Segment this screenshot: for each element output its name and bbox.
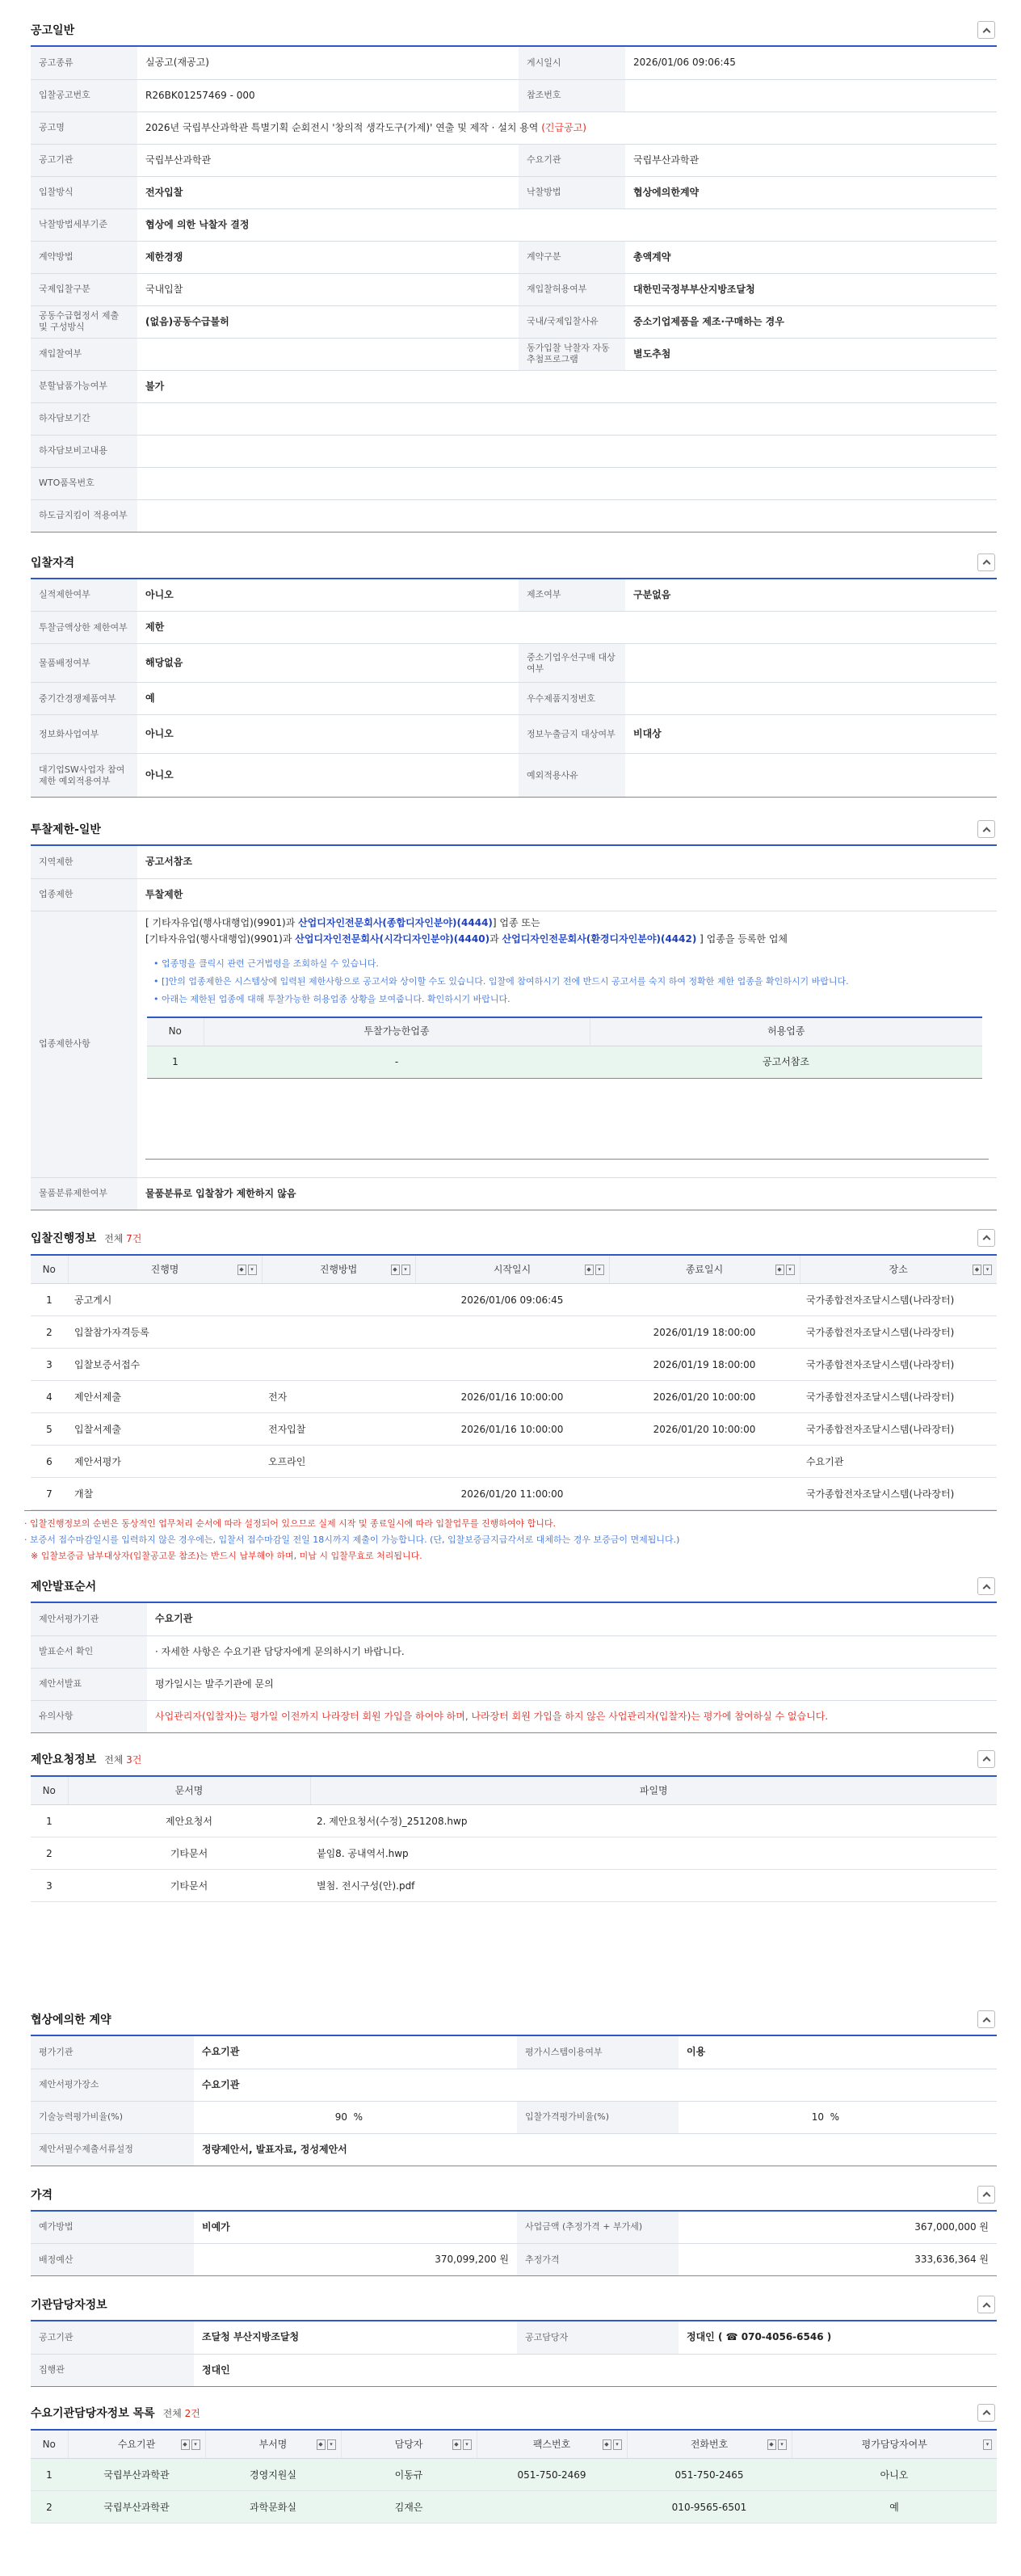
value: 조달청 부산지방조달청 xyxy=(194,2321,517,2354)
notice-name-value xyxy=(137,112,997,144)
value: 협상에의한계약 xyxy=(625,176,997,208)
table-row: 1 공고게시 2026/01/06 09:06:45 국가종합전자조달시스템(나라장터) xyxy=(31,1284,997,1316)
section-title: 제안요청정보 전체 3건 xyxy=(31,1753,142,1766)
note: ※ 입찰보증금 납부대상자(입찰공고문 참조)는 반드시 납부해야 하며, 미납 시 입찰무효로 처리됩니다. xyxy=(31,1551,422,1561)
section-bid-qualification xyxy=(31,547,997,798)
note: · 보증서 접수마감일시를 입력하지 않은 경우에는, 입찰서 접수마감일 전일 18시까지 제출이 가능합니다. (단, 입찰보증금지급각서로 대체하는 경우 보증금이 면제됩니다.) xyxy=(24,1534,680,1545)
label: 투찰금액상한 제한여부 xyxy=(31,612,137,644)
label: 재입찰허용여부 xyxy=(519,273,625,305)
value: 국립부산과학관 xyxy=(137,144,519,176)
total-count: 전체 3건 xyxy=(104,1753,142,1766)
agency-contact-table xyxy=(31,2321,997,2387)
label: 입찰공고번호 xyxy=(31,79,137,112)
value: 아니오 xyxy=(137,715,519,754)
label: 재입찰여부 xyxy=(31,338,137,370)
table-row: 5 입찰서제출 전자입찰 2026/01/16 10:00:00 2026/01/20 10:00:00 국가종합전자조달시스템(나라장터) xyxy=(31,1413,997,1446)
sort-filter-icon[interactable]: ◆ ▾ xyxy=(775,1265,795,1275)
sort-filter-icon[interactable]: ◆ ▾ xyxy=(603,2439,622,2450)
column-header: No xyxy=(147,1017,204,1046)
allowed-industry-table xyxy=(147,1017,982,1080)
value: 협상에 의한 낙찰자 결정 xyxy=(137,208,997,241)
value: 정대인 xyxy=(194,2354,997,2386)
table-row: 2 입찰참가자격등록 2026/01/19 18:00:00 국가종합전자조달시스템(나라장터) xyxy=(31,1316,997,1349)
table-row[interactable]: 2 국립부산과학관 과학문화실 김재은 010-9565-6501 예 xyxy=(31,2491,997,2523)
value xyxy=(137,499,997,532)
label: 제안서발표 xyxy=(31,1668,147,1700)
sort-filter-icon[interactable]: ◆ ▾ xyxy=(973,1265,992,1275)
section-notice-general xyxy=(31,15,997,532)
label: 정보화사업여부 xyxy=(31,715,137,754)
value: 이용 xyxy=(679,2036,997,2069)
value: 수요기관 xyxy=(194,2069,997,2101)
value: 367,000,000 원 xyxy=(679,2212,997,2244)
value: 물품분류로 입찰참가 제한하지 않음 xyxy=(137,1177,997,1210)
section-title: 입찰진행정보 전체 7건 xyxy=(31,1231,142,1245)
sort-filter-icon[interactable]: ◆ ▾ xyxy=(585,1265,604,1275)
notice-general-table xyxy=(31,47,997,532)
column-header[interactable]: 팩스번호 ◆ ▾ xyxy=(477,2430,627,2459)
value: 제한 xyxy=(137,612,997,644)
value: · 자세한 사항은 수요기관 담당자에게 문의하시기 바랍니다. xyxy=(147,1635,997,1668)
column-header: 파일명 xyxy=(310,1776,997,1805)
progress-table xyxy=(31,1254,997,1511)
value: 구분없음 xyxy=(625,579,997,612)
label: 제안서평가장소 xyxy=(31,2069,194,2101)
note: • 아래는 제한된 업종에 대해 투찰가능한 허용업종 상황을 보여줍니다. 확인하시기 바랍니다. xyxy=(153,993,510,1004)
value: 투찰제한 xyxy=(137,878,997,911)
table-row: 3 입찰보증서접수 2026/01/19 18:00:00 국가종합전자조달시스템(나라장터) xyxy=(31,1349,997,1381)
label: 국제입찰구분 xyxy=(31,273,137,305)
label: 예가방법 xyxy=(31,2212,194,2244)
label: 하도급지킴이 적용여부 xyxy=(31,499,137,532)
label: 공고담당자 xyxy=(517,2321,679,2354)
value xyxy=(625,644,997,683)
label: 중소기업우선구매 대상여부 xyxy=(519,644,625,683)
label: 공고기관 xyxy=(31,144,137,176)
section-header xyxy=(31,2004,997,2036)
collapse-toggle-icon[interactable] xyxy=(977,2296,995,2313)
value xyxy=(137,338,519,370)
value: (없음)공동수급불허 xyxy=(137,305,519,338)
section-title: 제안발표순서 xyxy=(31,1581,97,1593)
label: 정보누출금지 대상여부 xyxy=(519,715,625,754)
value: 국립부산과학관 xyxy=(625,144,997,176)
label: 참조번호 xyxy=(519,79,625,112)
value: 별도추첨 xyxy=(625,338,997,370)
column-header: 허용업종 xyxy=(590,1017,982,1046)
section-title: 입찰자격 xyxy=(31,556,75,570)
total-count: 전체 7건 xyxy=(104,1232,142,1244)
section-header xyxy=(31,547,997,579)
column-header: 투찰가능한업종 xyxy=(204,1017,590,1046)
section-agency-contact xyxy=(31,2289,997,2387)
note: • 업종명을 클릭시 관련 근거법령을 조회하실 수 있습니다. xyxy=(153,958,379,969)
value: 평가일시는 발주기관에 문의 xyxy=(147,1668,997,1700)
value xyxy=(625,79,997,112)
collapse-toggle-icon[interactable] xyxy=(977,21,995,39)
value: 정대인 ( ☎ 070-4056-6546 ) xyxy=(679,2321,997,2354)
sort-filter-icon[interactable]: ◆ ▾ xyxy=(181,2439,200,2450)
label: 공고종류 xyxy=(31,47,137,79)
note: • []안의 업종제한은 시스템상에 입력된 제한사항으로 공고서와 상이할 수도 있습니다. 입찰에 참여하시기 전에 반드시 공고서를 숙지 하여 정확한 제한 업종을 확인하시기 바랍니다. xyxy=(153,975,849,987)
table-cell: 공고서참조 xyxy=(590,1046,982,1079)
label: 평가시스템이용여부 xyxy=(517,2036,679,2069)
label: 발표순서 확인 xyxy=(31,1635,147,1668)
price-table xyxy=(31,2212,997,2277)
label: 낙찰방법 xyxy=(519,176,625,208)
table-row: 7 개찰 2026/01/20 11:00:00 국가종합전자조달시스템(나라장터) xyxy=(31,1478,997,1510)
section-header xyxy=(31,814,997,846)
collapse-toggle-icon[interactable] xyxy=(977,2186,995,2203)
label: 예외적용사유 xyxy=(519,754,625,798)
section-presentation-order xyxy=(31,1571,997,1733)
label: 사업금액 (추정가격 + 부가세) xyxy=(517,2212,679,2244)
column-header[interactable]: 부서명 ◆ ▾ xyxy=(205,2430,341,2459)
value: 국내입찰 xyxy=(137,273,519,305)
restriction-table xyxy=(31,846,997,1210)
label: 계약방법 xyxy=(31,241,137,273)
label: 업종제한 xyxy=(31,878,137,911)
value: 전자입찰 xyxy=(137,176,519,208)
table-cell: 1 xyxy=(147,1046,204,1079)
label: 평가기관 xyxy=(31,2036,194,2069)
section-bid-progress xyxy=(24,1222,997,1572)
value: 비대상 xyxy=(625,715,997,754)
value: 대한민국정부부산지방조달청 xyxy=(625,273,997,305)
proposal-docs-table xyxy=(31,1775,997,1903)
section-header xyxy=(31,2397,997,2429)
value: 10 % xyxy=(679,2101,997,2133)
collapse-toggle-icon[interactable] xyxy=(977,554,995,571)
value: 333,636,364 원 xyxy=(679,2244,997,2276)
collapse-toggle-icon[interactable] xyxy=(977,2404,995,2422)
value xyxy=(137,467,997,499)
section-header xyxy=(31,1571,997,1603)
label: 공고기관 xyxy=(31,2321,194,2354)
table-row: 4 제안서제출 전자 2026/01/16 10:00:00 2026/01/20 10:00:00 국가종합전자조달시스템(나라장터) xyxy=(31,1381,997,1413)
value: 2026/01/06 09:06:45 xyxy=(625,47,997,79)
label: 집행관 xyxy=(31,2354,194,2386)
section-header xyxy=(31,2289,997,2321)
label: 공고명 xyxy=(31,112,137,144)
column-header: No xyxy=(31,1776,68,1805)
notice-name: 2026년 국립부산과학관 특별기획 순회전시 '창의적 생각도구(가제)' 연출 및 제작 · 설치 용역 xyxy=(145,121,539,133)
section-title: 공고일반 xyxy=(31,24,75,37)
column-header: No xyxy=(31,1255,68,1284)
label: 분할납품가능여부 xyxy=(31,370,137,402)
file-link[interactable]: 별첨. 전시구성(안).pdf xyxy=(310,1870,997,1902)
section-proposal-docs xyxy=(31,1743,997,1903)
label: 하자담보기간 xyxy=(31,402,137,435)
column-header: 문서명 xyxy=(68,1776,310,1805)
value: 총액계약 xyxy=(625,241,997,273)
value xyxy=(137,402,997,435)
total-count: 전체 2건 xyxy=(162,2407,200,2419)
value: 실공고(재공고) xyxy=(137,47,519,79)
file-link[interactable]: 붙임8. 공내역서.hwp xyxy=(310,1837,997,1870)
column-header[interactable]: 시작일시 ◆ ▾ xyxy=(415,1255,609,1284)
value: 불가 xyxy=(137,370,997,402)
section-bid-restriction xyxy=(31,814,997,1210)
table-row: 1 제안요청서 2. 제안요청서(수정)_251208.hwp xyxy=(31,1805,997,1837)
column-header[interactable]: 장소 ◆ ▾ xyxy=(800,1255,997,1284)
label: 물품배정여부 xyxy=(31,644,137,683)
table-row: 2 기타문서 붙임8. 공내역서.hwp xyxy=(31,1837,997,1870)
file-link[interactable]: 2. 제안요청서(수정)_251208.hwp xyxy=(310,1805,997,1837)
section-title: 협상에의한 계약 xyxy=(31,2014,111,2027)
label: 제조여부 xyxy=(519,579,625,612)
label: 제안서필수제출서류설정 xyxy=(31,2133,194,2166)
label: 유의사항 xyxy=(31,1700,147,1732)
section-negotiation-contract xyxy=(31,2004,997,2166)
negotiation-table xyxy=(31,2036,997,2166)
section-header xyxy=(31,1222,997,1254)
value: 아니오 xyxy=(137,754,519,798)
section-title: 기관담당자정보 xyxy=(31,2299,107,2312)
label: 게시일시 xyxy=(519,47,625,79)
label: 입찰가격평가비율(%) xyxy=(517,2101,679,2133)
column-header[interactable]: 전화번호 ◆ ▾ xyxy=(627,2430,792,2459)
label: 기술능력평가비율(%) xyxy=(31,2101,194,2133)
label: 수요기관 xyxy=(519,144,625,176)
value: 중소기업제품을 제조·구매하는 경우 xyxy=(625,305,997,338)
label: 실적제한여부 xyxy=(31,579,137,612)
section-title: 수요기관담당자정보 목록 전체 2건 xyxy=(31,2406,200,2420)
industry-line-2: [기타자유업(행사대행업)(9901)과 산업디자인전문회사(시각디자인분야)(4440)과 산업디자인전문회사(환경디자인분야)(4442) ] 업종을 등록한 업체 xyxy=(145,932,788,945)
collapse-toggle-icon[interactable] xyxy=(977,1577,995,1595)
industry-link[interactable]: 산업디자인전문회사(종합디자인분야)(4444) xyxy=(298,916,493,928)
value: 해당없음 xyxy=(137,644,519,683)
value: 비예가 xyxy=(194,2212,517,2244)
value xyxy=(137,435,997,467)
section-header xyxy=(31,15,997,47)
label: WTO품목번호 xyxy=(31,467,137,499)
value: 90 % xyxy=(194,2101,517,2133)
value: 예 xyxy=(137,683,519,715)
label: 입찰방식 xyxy=(31,176,137,208)
table-row[interactable]: 1 국립부산과학관 경영지원실 이동규 051-750-2469 051-750-2465 아니오 xyxy=(31,2459,997,2491)
sort-filter-icon[interactable]: ◆ ▾ xyxy=(767,2439,787,2450)
label: 지역제한 xyxy=(31,846,137,878)
industry-line-1: [ 기타자유업(행사대행업)(9901)과 산업디자인전문회사(종합디자인분야)(4444)] 업종 또는 xyxy=(145,916,540,928)
subtable-spacer xyxy=(145,1079,989,1160)
table-cell: - xyxy=(204,1046,590,1079)
column-header[interactable]: 진행명 ◆ ▾ xyxy=(68,1255,262,1284)
column-header[interactable]: 수요기관 ◆ ▾ xyxy=(68,2430,205,2459)
industry-notes xyxy=(145,947,989,1017)
label: 동가입찰 낙찰자 자동추첨프로그램 xyxy=(519,338,625,370)
progress-notes xyxy=(24,1510,997,1571)
table-row: 6 제안서평가 오프라인 수요기관 xyxy=(31,1446,997,1478)
section-price xyxy=(31,2179,997,2277)
label: 낙찰방법세부기준 xyxy=(31,208,137,241)
label: 중기간경쟁제품여부 xyxy=(31,683,137,715)
collapse-toggle-icon[interactable] xyxy=(977,1750,995,1768)
label: 하자담보비고내용 xyxy=(31,435,137,467)
section-title: 투찰제한-일반 xyxy=(31,823,101,836)
value: R26BK01257469 - 000 xyxy=(137,79,519,112)
sort-filter-icon[interactable]: ◆ ▾ xyxy=(237,1265,257,1275)
sort-filter-icon[interactable]: ◆ ▾ xyxy=(391,1265,410,1275)
label: 계약구분 xyxy=(519,241,625,273)
label: 대기업SW사업자 참여제한 예외적용여부 xyxy=(31,754,137,798)
value: 공고서참조 xyxy=(137,846,997,878)
value: 제한경쟁 xyxy=(137,241,519,273)
column-header[interactable]: 종료일시 ◆ ▾ xyxy=(609,1255,800,1284)
demand-contacts-table xyxy=(31,2429,997,2524)
value: 아니오 xyxy=(137,579,519,612)
sort-filter-icon[interactable]: ◆ ▾ xyxy=(452,2439,472,2450)
value xyxy=(625,683,997,715)
section-header xyxy=(31,1743,997,1775)
value: 수요기관 xyxy=(147,1603,997,1635)
label: 배정예산 xyxy=(31,2244,194,2276)
industry-detail xyxy=(137,911,997,1177)
label: 추정가격 xyxy=(517,2244,679,2276)
value: 사업관리자(입찰자)는 평가일 이전까지 나라장터 회원 가입을 하여야 하며, 나라장터 회원 가입을 하지 않은 사업관리자(입찰자)는 평가에 참여하실 수 없습니다. xyxy=(147,1700,997,1732)
value xyxy=(625,754,997,798)
sort-filter-icon[interactable]: ◆ ▾ xyxy=(317,2439,336,2450)
value: 정량제안서, 발표자료, 정성제안서 xyxy=(194,2133,997,2166)
label: 제안서평가기관 xyxy=(31,1603,147,1635)
value: 수요기관 xyxy=(194,2036,517,2069)
collapse-toggle-icon[interactable] xyxy=(977,2010,995,2028)
label: 우수제품지정번호 xyxy=(519,683,625,715)
section-demand-contacts xyxy=(31,2397,997,2524)
note: · 입찰진행정보의 순번은 동상적인 업무처리 순서에 따라 설정되어 있으므로 실제 시작 및 종료일시에 따라 입찰업무를 진행하여야 합니다. xyxy=(24,1518,556,1529)
urgent-badge: (긴급공고) xyxy=(541,121,586,133)
column-header[interactable]: 평가담당자여부 ▾ xyxy=(792,2430,997,2459)
qualification-table xyxy=(31,579,997,798)
collapse-toggle-icon[interactable] xyxy=(977,820,995,838)
industry-link[interactable]: 산업디자인전문회사(시각디자인분야)(4440) xyxy=(295,932,490,945)
column-header[interactable]: 진행방법 ◆ ▾ xyxy=(262,1255,415,1284)
industry-link[interactable]: 산업디자인전문회사(환경디자인분야)(4442) xyxy=(502,932,697,945)
table-row: 3 기타문서 별첨. 전시구성(안).pdf xyxy=(31,1870,997,1902)
label: 물품분류제한여부 xyxy=(31,1177,137,1210)
label: 업종제한사항 xyxy=(31,911,137,1177)
column-header: No xyxy=(31,2430,68,2459)
sort-filter-icon[interactable]: ▾ xyxy=(983,2439,992,2450)
value: 370,099,200 원 xyxy=(194,2244,517,2276)
presentation-table xyxy=(31,1603,997,1733)
column-header[interactable]: 담당자 ◆ ▾ xyxy=(341,2430,477,2459)
label: 공동수급협정서 제출 및 구성방식 xyxy=(31,305,137,338)
section-header xyxy=(31,2179,997,2212)
collapse-toggle-icon[interactable] xyxy=(977,1229,995,1247)
label: 국내/국제입찰사유 xyxy=(519,305,625,338)
section-title: 가격 xyxy=(31,2188,53,2202)
